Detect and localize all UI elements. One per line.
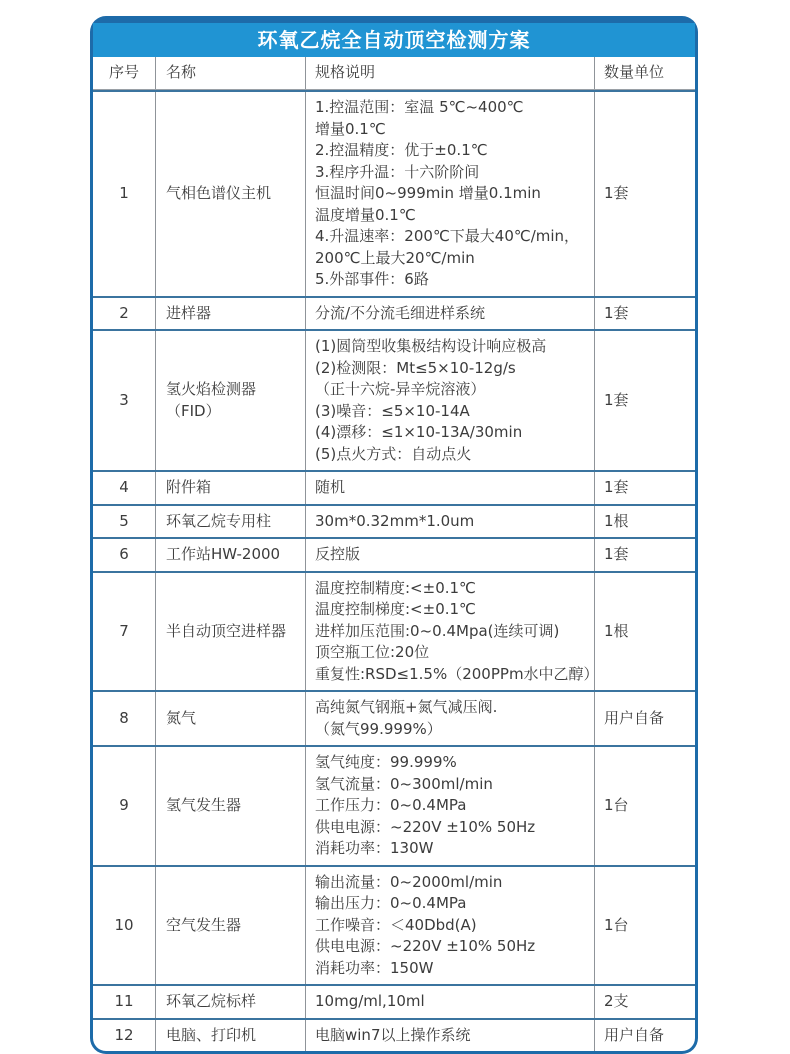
spec-line: 消耗功率：130W xyxy=(315,839,434,857)
spec-line: 重复性:RSD≤1.5%（200PPm水中乙醇） xyxy=(315,664,599,683)
page-title: 环氧乙烷全自动顶空检测方案 xyxy=(93,23,695,57)
spec-line: 温度控制梯度:<±0.1℃ xyxy=(315,600,476,618)
table-row xyxy=(93,90,695,296)
row-qty: 1套 xyxy=(594,472,695,504)
table-row xyxy=(93,865,695,985)
row-spec xyxy=(305,986,594,1018)
spec-line: (2)检测限：Mt≤5×10-12g/s xyxy=(315,358,516,377)
row-no: 10 xyxy=(114,915,134,934)
spec-line: 恒温时间0~999min 增量0.1min xyxy=(315,184,541,202)
spec-line: 顶空瓶工位:20位 xyxy=(315,643,430,661)
spec-line: （正十六烷-异辛烷溶液） xyxy=(315,380,486,398)
row-spec xyxy=(305,506,594,538)
row-qty: 用户自备 xyxy=(594,1020,695,1052)
spec-line: 进样加压范围:0~0.4Mpa(连续可调) xyxy=(315,621,560,640)
row-no: 4 xyxy=(119,478,129,496)
row-spec xyxy=(305,573,599,691)
row-no: 12 xyxy=(114,1025,134,1044)
row-no: 2 xyxy=(119,303,129,322)
spec-line: 氢气纯度：99.999% xyxy=(315,753,457,771)
row-qty: 1套 xyxy=(594,539,695,571)
row-no: 8 xyxy=(119,708,129,727)
spec-line: 分流/不分流毛细进样系统 xyxy=(315,303,486,322)
row-spec xyxy=(305,472,594,504)
spec-line: 高纯氮气钢瓶+氮气减压阀. xyxy=(315,698,498,716)
table-row xyxy=(93,1018,695,1052)
spec-line: 输出压力：0~0.4MPa xyxy=(315,894,467,912)
spec-line: (4)漂移：≤1×10-13A/30min xyxy=(315,423,523,441)
row-qty: 1台 xyxy=(594,747,695,865)
table-row xyxy=(93,745,695,865)
spec-line: (1)圆筒型收集极结构设计响应极高 xyxy=(315,337,547,355)
row-qty: 1套 xyxy=(594,298,695,330)
row-name: 电脑、打印机 xyxy=(155,1020,305,1052)
table-row xyxy=(93,571,695,691)
spec-line: 1.控温范围：室温 5℃~400℃ xyxy=(315,98,524,116)
spec-line: 温度控制精度:<±0.1℃ xyxy=(315,578,476,597)
row-name: 环氧乙烷专用柱 xyxy=(155,506,305,538)
header-serial-number: 序号 xyxy=(108,63,139,82)
row-qty: 1根 xyxy=(594,573,695,691)
spec-line: 5.外部事件：6路 xyxy=(315,270,429,288)
row-name: 工作站HW-2000 xyxy=(155,539,305,571)
table-row xyxy=(93,537,695,571)
spec-line: 电脑win7以上操作系统 xyxy=(315,1025,471,1044)
row-no: 3 xyxy=(119,390,129,409)
table-row xyxy=(93,984,695,1018)
spec-line: (5)点火方式：自动点火 xyxy=(315,444,472,463)
table-row xyxy=(93,296,695,330)
spec-line: 工作噪音：＜40Dbd(A) xyxy=(315,915,477,934)
spec-line: 供电电源：~220V ±10% 50Hz xyxy=(315,817,536,836)
row-no: 6 xyxy=(119,545,129,563)
spec-line: 增量0.1℃ xyxy=(315,119,386,138)
table-row xyxy=(93,470,695,504)
row-qty: 2支 xyxy=(594,986,695,1018)
spec-line: 3.程序升温：十六阶阶间 xyxy=(315,162,480,181)
row-name: 氢火焰检测器（FID） xyxy=(155,331,305,470)
row-qty: 1台 xyxy=(594,867,695,985)
row-name: 氢气发生器 xyxy=(155,747,305,865)
row-no: 11 xyxy=(114,992,134,1010)
row-name: 进样器 xyxy=(155,298,305,330)
table-row xyxy=(93,329,695,470)
table-row xyxy=(93,690,695,745)
header-quantity-unit: 数量单位 xyxy=(594,57,695,89)
header-specification: 规格说明 xyxy=(305,57,594,89)
spec-line: 10mg/ml,10ml xyxy=(315,992,425,1010)
row-spec xyxy=(305,92,594,296)
row-no: 1 xyxy=(119,184,129,202)
row-spec xyxy=(305,539,594,571)
row-spec xyxy=(305,1020,594,1052)
spec-line: 2.控温精度：优于±0.1℃ xyxy=(315,141,488,159)
table-header-row xyxy=(93,57,695,90)
row-spec xyxy=(305,331,594,470)
spec-line: 30m*0.32mm*1.0um xyxy=(315,511,475,530)
row-name: 氮气 xyxy=(155,692,305,745)
spec-line: 反控版 xyxy=(315,545,361,563)
row-no: 7 xyxy=(119,621,129,640)
header-name: 名称 xyxy=(155,57,305,89)
spec-line: 消耗功率：150W xyxy=(315,958,434,977)
spec-line: （氮气99.999%） xyxy=(315,719,442,738)
row-name: 附件箱 xyxy=(155,472,305,504)
row-spec xyxy=(305,298,594,330)
table-body xyxy=(93,90,695,1051)
spec-line: 氢气流量：0~300ml/min xyxy=(315,774,493,793)
row-name: 半自动顶空进样器 xyxy=(155,573,305,691)
spec-line: 200℃上最大20℃/min xyxy=(315,248,475,267)
row-qty: 用户自备 xyxy=(594,692,695,745)
table-row xyxy=(93,504,695,538)
row-name: 环氧乙烷标样 xyxy=(155,986,305,1018)
row-qty: 1根 xyxy=(594,506,695,538)
row-no: 5 xyxy=(119,511,129,530)
spec-line: (3)噪音：≤5×10-14A xyxy=(315,401,470,420)
spec-line: 工作压力：0~0.4MPa xyxy=(315,796,467,814)
row-name: 空气发生器 xyxy=(155,867,305,985)
row-spec xyxy=(305,867,594,985)
row-qty: 1套 xyxy=(594,92,695,296)
row-name: 气相色谱仪主机 xyxy=(155,92,305,296)
spec-line: 输出流量：0~2000ml/min xyxy=(315,872,503,891)
spec-line: 温度增量0.1℃ xyxy=(315,205,416,224)
spec-line: 供电电源：~220V ±10% 50Hz xyxy=(315,937,536,955)
row-qty: 1套 xyxy=(594,331,695,470)
row-spec xyxy=(305,692,594,745)
row-spec xyxy=(305,747,594,865)
spec-table-card xyxy=(90,16,698,1054)
spec-line: 4.升温速率：200℃下最大40℃/min， xyxy=(315,227,580,245)
row-no: 9 xyxy=(119,796,129,814)
spec-line: 随机 xyxy=(315,478,346,496)
